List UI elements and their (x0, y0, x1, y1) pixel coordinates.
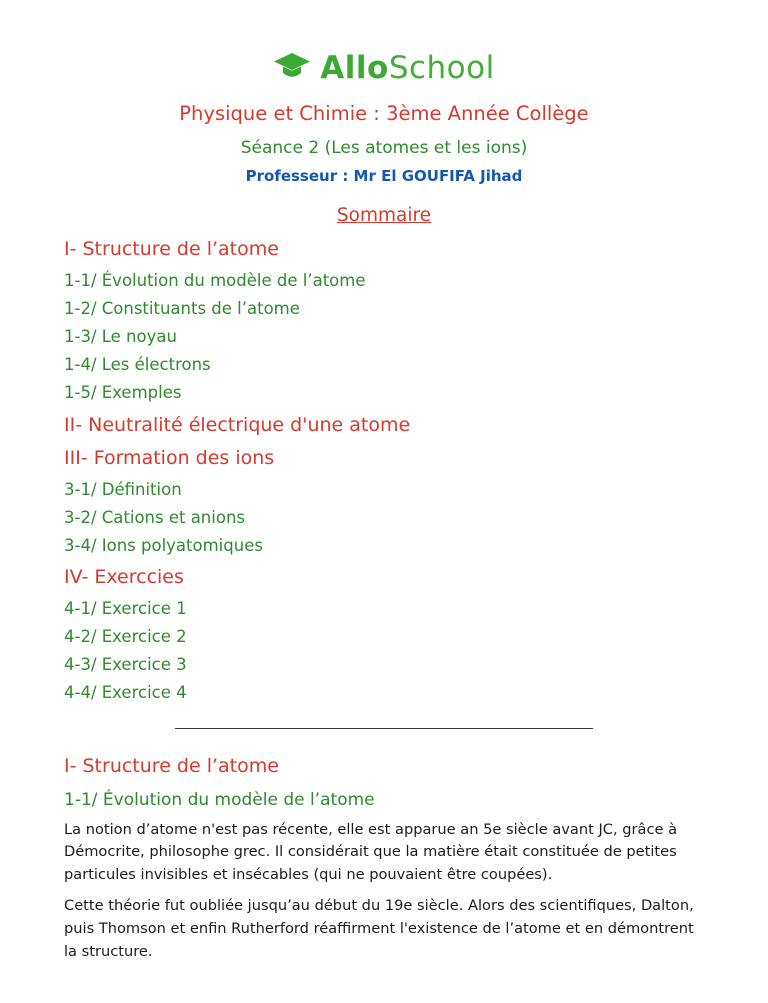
content-heading: I- Structure de l’atome (64, 754, 279, 777)
toc-section-heading: II- Neutralité électrique d'une atome (64, 413, 411, 436)
toc-section-heading: III- Formation des ions (64, 446, 275, 469)
section-divider (175, 728, 593, 729)
sommaire-title: Sommaire (336, 205, 432, 226)
content-section (64, 755, 704, 964)
toc-item: 1-2/ Constituants de l’atome (64, 299, 300, 318)
logo-brand-light: School (388, 49, 495, 86)
logo-text (320, 49, 495, 86)
toc-section-heading: IV- Exerccies (64, 566, 184, 588)
table-of-contents (64, 240, 704, 702)
toc-item: 4-2/ Exercice 2 (64, 627, 187, 646)
content-subheading: 1-1/ Évolution du modèle de l’atome (64, 789, 375, 810)
toc-item: 1-5/ Exemples (64, 383, 182, 402)
toc-item: 1-1/ Évolution du modèle de l’atome (64, 271, 366, 290)
logo-brand-bold: Allo (320, 49, 389, 86)
toc-item: 1-4/ Les électrons (64, 355, 211, 374)
toc-item: 4-3/ Exercice 3 (64, 655, 187, 674)
toc-item: 3-1/ Définition (64, 479, 182, 499)
toc-item: 4-4/ Exercice 4 (64, 683, 187, 702)
body-paragraph: La notion d’atome n'est pas récente, elle est apparue an 5e siècle avant JC, grâce à Démocrite, philosophe grec. Il considérait que la matière était constituée de petites particules invisibles et insécables (qui ne pouvaient être coupées). (64, 820, 678, 883)
graduation-cap-icon (273, 52, 311, 84)
alloschool-logo (64, 49, 704, 86)
professor-line: Professeur : Mr El GOUFIFA Jihad (245, 167, 523, 185)
document-header (64, 49, 704, 185)
toc-item: 1-3/ Le noyau (64, 327, 177, 346)
toc-item: 3-2/ Cations et anions (64, 507, 246, 527)
course-title: Physique et Chimie : 3ème Année Collège (179, 102, 589, 125)
toc-item: 4-1/ Exercice 1 (64, 599, 187, 618)
toc-section-heading: I- Structure de l’atome (64, 238, 279, 260)
body-paragraph: Cette théorie fut oubliée jusqu’au début du 19e siècle. Alors des scientifiques, Dalton, puis Thomson et enfin Rutherford réaffirment l'existence de l’atome et en démontrent la structure. (64, 897, 694, 960)
toc-item: 3-4/ Ions polyatomiques (64, 535, 263, 555)
session-subtitle: Séance 2 (Les atomes et les ions) (240, 138, 528, 158)
